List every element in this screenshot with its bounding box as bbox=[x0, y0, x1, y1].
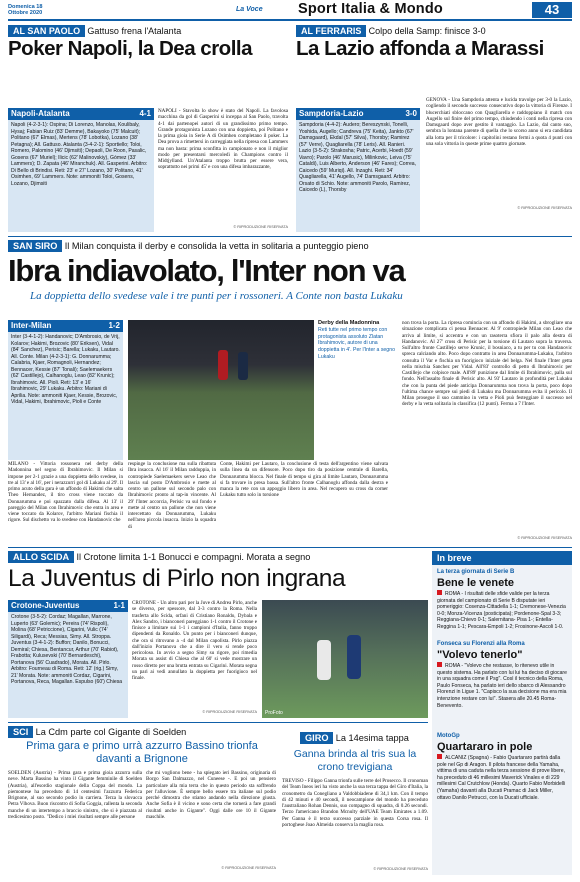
giro-rights: © RIPRODUZIONE RISERVATA bbox=[373, 867, 428, 871]
napoli-box-title: Napoli-Atalanta bbox=[11, 109, 70, 118]
giro-kicker-text: La 14esima tappa bbox=[335, 733, 409, 743]
lazio-box-text: Sampdoria (4-4-2): Audero; Bereszynski, Tonelli, Yoshida, Augello; Candreva (75' Keita), Jankto (67' Damsgaard), Ekdal (57' Silva), Thorsby; Ramirez (57' Verre), Quagliarella (78' Leris). All. Ranieri. Lazio (3-5-2): Strakosha; Patric, Acerbi, Hoedt (59' Vavro); Parolo (46' Marusic), Milinkovic, Leiva (75' Cataldi), Luis Alberto, Anderson (46' Fares); Correa, Caicedo (59' Muriqi). All. Inzaghi. Reti: 34' Quagliarella, 41' Augello, 74' Damsgaard. Arbitro: Orsato di Schio. Note: ammoniti Parolo, Ramirez, Caicedo (L), Thorsby bbox=[299, 122, 417, 193]
napoli-kicker-text: Gattuso frena l'Atalanta bbox=[87, 26, 182, 36]
inter-body-2: respinge la conclusione ma sulla ribattuta Ibra insacca. Al 16' il Milan raddoppia, in contropiede Saelemaekers serve Leao che lascia sul posto D'Ambrosio e mette al centro un pallone sul secondo palo con Ibrahimovic pronto al tap-in vincente. Al 29' l'Inter accorcia, Perisic va sul fondo e mette al centro un pallone che non viene intercettato da Donnarumma, Lukaku nell'area piccola insacca. Inizio la squadra di bbox=[128, 461, 216, 530]
brief-2-headline: "Volevo tenerlo" bbox=[437, 649, 523, 661]
brief-2-text bbox=[437, 662, 567, 728]
inter-box-text: Inter (3-4-1-2): Handanovic; D'Ambrosio, de Vrij, Kolarov; Hakimi, Brozovic (80' Eriksen), Vidal (84' Sanchez), Perisic; Barella; Lukaku, Lautaro. All. Conte. Milan (4-2-3-1): G. Donnarumma; Calabria, Kjaer, Romagnoli, Hernandez; Bennacer, Kessie (87' Tonali); Saelemaekers (62' Castillejo), Calhanoglu, Leao (82' Krunic); Ibrahimovic. All. Pioli. Reti: 13' e 16' Ibrahimovic, 29' Lukaku. Arbitro: Mariani di Aprilia. Note: ammoniti Kjaer, Kessie, Brozovic, Vidal, Hakimi, Ibrahimovic, Pioli e Conte bbox=[11, 334, 120, 405]
player-dark bbox=[238, 352, 248, 380]
inter-photo bbox=[128, 320, 314, 460]
brief-3-text bbox=[437, 754, 567, 824]
napoli-rights: © RIPRODUZIONE RISERVATA bbox=[233, 225, 288, 229]
inter-subtitle: La doppietta dello svedese vale i tre punti per i rossoneri. A Conte non basta Lukaku bbox=[30, 290, 403, 302]
juve-rights: © RIPRODUZIONE RISERVATA bbox=[202, 710, 257, 714]
brief-1-title: La terza giornata di Serie B bbox=[437, 569, 515, 575]
inter-box-header bbox=[8, 320, 123, 332]
napoli-kicker-tag: AL SAN PAOLO bbox=[8, 25, 85, 37]
lazio-rights: © RIPRODUZIONE RISERVATA bbox=[517, 206, 572, 210]
inter-body-1: MILANO - Vittoria rossonera nel derby della Madonnina nel segno di Ibrahimovic. Il Milan si impone per 2-1 grazie a una doppietta dello svedese, in tre al 13' e al 16', per i nerazzurri gol di Lukaku al 29'. Il primo acuto della gara è un affondo di Hakimi che salta Theo Hernandez, il tiro cross viene toccato da Donnarumma e poi spazzato dalla difesa. Al 13' il pareggio del Milan con Ibrahimovic che entra in area e viene toccato da Kolarov, l'arbitro Mariani fischia il rigore. Sul dischetto va lo svedese con Handanovic che bbox=[8, 461, 123, 524]
lazio-headline: La Lazio affonda a Marassi bbox=[296, 37, 544, 60]
inter-caption-title: Derby della Madonnina bbox=[318, 320, 380, 326]
lazio-body: GENOVA - Una Sampdoria attenta e lucida travolge per 3-0 la Lazio, cogliendo il secondo successo consecutivo dopo la vittoria di Firenze. I blucerchiati sbloccano con Quagliarella e raddoppiano il match con Augello sul finire del primo tempo, chiudendo i conti nella ripresa con Damsgaard dopo aver gestito il vantaggio. La Lazio, dal canto suo, sembra la lontana parente di quella che lo scorso anno si era candidata alla lotta per il tricolore: i capitolini restano fermi a quota 4 punti con una sola vittoria in queste prime quattro giornate. bbox=[426, 97, 572, 147]
page-number: 43 bbox=[532, 2, 572, 18]
soelden-rights: © RIPRODUZIONE RISERVATA bbox=[221, 866, 276, 870]
header-date-month: Ottobre 2020 bbox=[8, 10, 43, 17]
bullet-icon bbox=[437, 754, 442, 759]
brief-panel bbox=[432, 551, 572, 875]
brief-3-body: ALCANIZ (Spagna) - Fabio Quartararo partirà dalla pole nel Gp di Aragon. Il pilota francese della Yamaha, vittima di una caduta nella terza sessione di prove libere, ha preceduto di 46 millesimi Maverick Vinales e di 229 millesimi Cal Crutchlow (Honda). Quarto Fabio Morbidelli (Yamaha) davanti alla Ducati Pramac di Jack Miller, ottavo Danilo Petrucci, con la Ducati ufficiale. bbox=[437, 755, 566, 801]
lazio-kicker-text: Colpo della Samp: finisce 3-0 bbox=[368, 26, 486, 36]
inter-kicker-text: Il Milan conquista il derby e consolida la vetta in solitaria a punteggio pieno bbox=[64, 241, 369, 251]
juve-body: CROTONE - Un altro pari per la Juve di Andrea Pirlo, anche se diverso, per spessore, dal 3-3 contro la Roma. Nella trasferta allo Scida, orfani di Cristiano Ronaldo, Dybala e Alex Sandro, i bianconeri pareggiano 1-1 contro il Crotone e finisce a limitare sui 1-1 i campioni d'Italia, fanno troppo dipendenti da Ronaldo. Un punto per i bianconeri dunque, che ora si ritrovano a -4 dal Milan capolista. Pirlo piazza dall'inizio Portanova che a dire il vero si rende poco pericoloso. In avvio a segno Simy su rigore, poi rimedia Morata su assist di Chiesa che al 60' si vede mostrare un rosso diretto per una brutta entrata su Cigarini. Morata segna un pari ai vedi annullato la doppietta per fuorigioco nel finale. bbox=[132, 600, 257, 681]
section-title: Sport Italia & Mondo bbox=[298, 1, 443, 17]
inter-caption bbox=[318, 320, 398, 460]
brief-1-body: ROMA - I risultati delle sfide valide per la terza giornata del campionato di Serie B disputate ieri pomeriggio: Cosenza-Cittadella 1-1; Cremonese-Venezia 0-0; Monza-Vicenza (posticipata); Pordenone-Spal 3-3; Reggiana-Chievo 0-1; Salernitana- Pisa 1-; Entella-Reggina 1-1; Pescara-Empoli 1-2; Frosinone-Ascoli 1-0. bbox=[437, 591, 566, 630]
brief-title: In breve bbox=[432, 551, 572, 565]
juve-box-score: 1-1 bbox=[113, 601, 125, 610]
player-white bbox=[317, 640, 331, 680]
soelden-body-2: che mi vogliono bene - ha spiegato ieri Bassino, originaria di Borgo San Dalmazzo, nel Cuneese -. E poi un pensiero particolare alla mia terra che in questo periodo sta soffrendo per l'alluvione. È sempre bello essere tra italiane sul podio perché dimostra che stiamo andando nella direzione giusta. Anche Sofia è il vicino e sono certa che tornerà a fare grandi risultati anche in Gigante". Oggi dalle ore 10 il Gigante maschile. bbox=[146, 770, 276, 820]
juve-box-text: Crotone (3-5-2): Cordaz; Magallan, Marrone, Luperto (63' Golemic); Pereira (74' Rispoli), Molina (68' Petriccione), Cigarini, Vulic (74' Siligardi), Reca; Messias, Simy. All. Stroppa. Juventus (3-4-1-2): Buffon; Danilo, Bonucci, Demiral; Chiesa, Bentancur, Arthur (70' Rabiot), Frabotta; Kulusevski (70' Bernardeschi), Portanova (56' Cuadrado), Morata. All. Pirlo. Arbitro: Fourneau di Roma. Reti: 12' (rig.) Simy, 21' Morata. Note: ammoniti Cordaz, Cigarini, Portanova, Reca, Magallan. Espulso (60') Chiesa bbox=[11, 614, 123, 685]
juve-photo bbox=[262, 600, 428, 718]
inter-rights: © RIPRODUZIONE RISERVATA bbox=[517, 536, 572, 540]
brief-3-title: MotoGp bbox=[437, 733, 460, 739]
giro-headline: Ganna brinda al tris sua la crono trevigiana bbox=[293, 748, 417, 773]
rule-1 bbox=[8, 236, 572, 237]
inter-box-score: 1-2 bbox=[108, 321, 120, 330]
soelden-kicker-text: La Cdm parte col Gigante di Soelden bbox=[35, 727, 187, 737]
napoli-box-score: 4-1 bbox=[139, 109, 151, 118]
giro-body: TREVISO - Filippo Ganna trionfa sulle terre del Prosecco. Il cronoman del Team Ineos ieri ha visto anche la sua terza tappa del Giro d'Italia, la cronometro da Conegliano a Valdobbiadene di 34,1 km. Con il tempo di 42 minuti e 40 secondi, il neocampione del mondo ha preceduto l'australiano Rohan Dennis, suo compagno di squadra, di 0.26 secondi. Terzo l'americano Brandon Mcnulty dell'UAE Team Emirates a 1.09. Per Ganna è il terzo successo parziale in questa Corsa rosa. Il portoghese Joao Almeida conserva la maglia rosa. bbox=[282, 778, 428, 828]
napoli-box-text: Napoli (4-2-3-1): Ospina; Di Lorenzo, Manolas, Koulibaly, Hysaj; Fabian Ruiz (83' Demme), Bakayoko (75' Malcuit); Politano (67' Elmas), Mertens (78' Lobotka), Lozano (38' Petagna); All. Gattuso. Atalanta (3-4-2-1): Sportiello; Toloi, Romero, Palomino (46' Djimsiti); Depaoli, De Roon, Pasalic, Gosens (67' Muriel); Ilicic (62' Malinovskiy), Gómez (33' Lammers); D. Zapata (46' Miranchuk). All. Gasperini. Arbitro: Di Bello di Brindisi. Reti: 23' e 27' Lozano, 30' Politano, 41' Osimhen, 69' Lammers. Note: ammoniti Toloi, Gosens, Lozano, Djimsiti bbox=[11, 122, 148, 187]
juve-kicker-tag: ALLO SCIDA bbox=[8, 551, 74, 563]
header-date-day: Domenica 18 bbox=[8, 4, 43, 10]
inter-body-3: Conte, Hakimi per Lautaro, la conclusione di testa dell'argentino viene salvata sulla linea da un difensore. Poco dopo tiro da posizione centrale di Barella, Donnarumma blocca. Nel finale di tempo si gira al limite Lautaro, Donnarumma si fa trovare in presa bassa. Sull'altro fronte Calhanoglu affonda dalla destra e manca la rete con un appoggio libero in area. Nel recupero su cross da corner Lukaku tutto solo in torsione bbox=[220, 461, 388, 499]
juve-box-title: Crotone-Juventus bbox=[11, 601, 80, 610]
brief-1-headline: Bene le venete bbox=[437, 577, 515, 589]
juve-box-header bbox=[8, 600, 128, 612]
soelden-kicker-tag: SCI bbox=[8, 726, 33, 738]
brief-2-title: Fonseca su Florenzi alla Roma bbox=[437, 641, 525, 647]
lazio-box-title: Sampdoria-Lazio bbox=[299, 109, 364, 118]
napoli-box bbox=[8, 108, 154, 232]
bullet-icon bbox=[437, 590, 442, 595]
lazio-box bbox=[296, 108, 420, 232]
napoli-box-header bbox=[8, 108, 154, 120]
lazio-box-score: 3-0 bbox=[405, 109, 417, 118]
soelden-body-1: SOELDEN (Austria) - Prima gara e prima gioia azzurra sulla neve. Marta Bassino ha vinto il Gigante femminile di Soelden (Austria), all'esordio stagionale della Coppa del mondo. La piemontese ha preceduto di 14 centesimi l'azzurra Federica Brignone, al suo secondo podio in carriera. Terza la slovacca Petra Vlhova. Buon riscontro di Sofia Goggia, rallenta la seconda manche di un intertempo a braccio sinistro, che si è piazzata al tredicesimo posto. "Dedico i miei risultati sempre alle persone bbox=[8, 770, 142, 820]
soelden-kicker bbox=[8, 726, 288, 738]
inter-body-4: non trova la porta. La ripresa comincia con un affondo di Hakimi, a sbrogliare una situazione complicata ci pensa Bennacer. Al 9' contropiede Milan con Leao che arriva al limite, si accentra e con un rasoterra sfiora il palo alla destra di Handanovic. Al 27' cross di Perisic per la torsione di Lautaro sopra la traversa. Sull'altro fronte Castillejo serve Krunic, il bosniaco, a tu per tu con Handanovic spreca calciando alto. Poco dopo contratto in area Donnarumma-Lukaku, l'arbitro consulta il Var e fischia un fuorigioco iniziale del belga. Nel finale l'Inter getta nella mischia Sanchez per Vidal. All'83' controllo di petto di Ibrahimovic per Castillejo che colpisce male. All'89' punizione dal limite di Ibrahimovic, palla sul fondo. Nell'assalto finale di Perisic alto. Al 93' Lautaro in profondità per Lukaku che con la punta del piede anticipa Donnarumma non trova la porta, poco dopo l'ultima chance sempre sui piedi di Lukaku ma Donnarumma evita il pericolo. Il Milan prosegue il suo cammino in vetta e Pioli può festeggiare il successo nel derby e la vetta solitaria in classifica (12 punti). Ferma a 7 l'Inter. bbox=[402, 320, 572, 408]
napoli-kicker bbox=[8, 25, 288, 37]
inter-kicker bbox=[8, 240, 578, 252]
rule-3 bbox=[8, 722, 428, 723]
player-blue bbox=[347, 635, 361, 679]
brief-2-body: ROMA - "Volevo che restasse, lo ritenevo utile in questo sistema. Ha parlato con lui lui ha deciso di giocare in una squadra come il Psg". Così il tecnico della Roma, Paulo Fonseca, ha parlato ieri dello sbarco di Alessandro Florenzi in Ligue 1. "Capisco la sua decisione ma era mia intenzione restare con lui". Stasera alle 20.45 Roma-Benevento. bbox=[437, 663, 567, 709]
player-red bbox=[218, 350, 228, 380]
napoli-headline: Poker Napoli, la Dea crolla bbox=[8, 37, 252, 60]
photo-credit: ProFoto bbox=[265, 710, 283, 716]
header-brand: La Voce bbox=[236, 6, 263, 13]
inter-box bbox=[8, 320, 123, 460]
soelden-headline: Prima gara e primo urrà azzurro Bassino trionfa davanti a Brignone bbox=[26, 740, 258, 765]
juve-kicker bbox=[8, 551, 428, 563]
brief-1-text bbox=[437, 590, 567, 636]
header-rule bbox=[8, 19, 572, 21]
lazio-kicker-tag: AL FERRARIS bbox=[296, 25, 366, 37]
lazio-kicker bbox=[296, 25, 576, 37]
inter-caption-text: Reti tutte nel primo tempo con protagonista assoluto Zlatan Ibrahimovic, autore di una doppietta in 4'. Per l'Inter a segno Lukaku bbox=[318, 326, 395, 360]
giro-kicker bbox=[300, 732, 428, 744]
inter-box-title: Inter-Milan bbox=[11, 321, 52, 330]
inter-headline: Ibra indiavolato, l'Inter non va bbox=[8, 253, 405, 288]
giro-kicker-tag: GIRO bbox=[300, 732, 333, 744]
rule-2 bbox=[8, 547, 572, 548]
juve-kicker-text: Il Crotone limita 1-1 Bonucci e compagni. Morata a segno bbox=[76, 552, 311, 562]
napoli-body: NAPOLI - Stavolta lo show è stato del Napoli. La favolosa macchina da gol di Gasperini si inceppa al San Paolo, travolta 4-1 dai partenopei autori di un grandissimo primo tempo. Grande protagonista Lozano con una doppietta, poi Politano e la prima gioia in Serie A di Osimhen completano il poker. La Dea prova a rimettersi in carreggiata nella ripresa con Lammers ma non basta: prima sconfitta in campionato e non il miglior modo per presentarsi mercoledì in Champions contro il Midtjylland. Un'Atalanta troppo brutta per essere vera, soprattutto nei primi 45' e con una difesa imbarazzante, bbox=[158, 108, 288, 171]
bullet-icon bbox=[437, 662, 442, 667]
juve-headline: La Juventus di Pirlo non ingrana bbox=[8, 565, 346, 592]
brief-3-headline: Quartararo in pole bbox=[437, 741, 533, 753]
inter-kicker-tag: SAN SIRO bbox=[8, 240, 62, 252]
lazio-box-header bbox=[296, 108, 420, 120]
juve-box bbox=[8, 600, 128, 718]
header-date bbox=[8, 4, 68, 17]
